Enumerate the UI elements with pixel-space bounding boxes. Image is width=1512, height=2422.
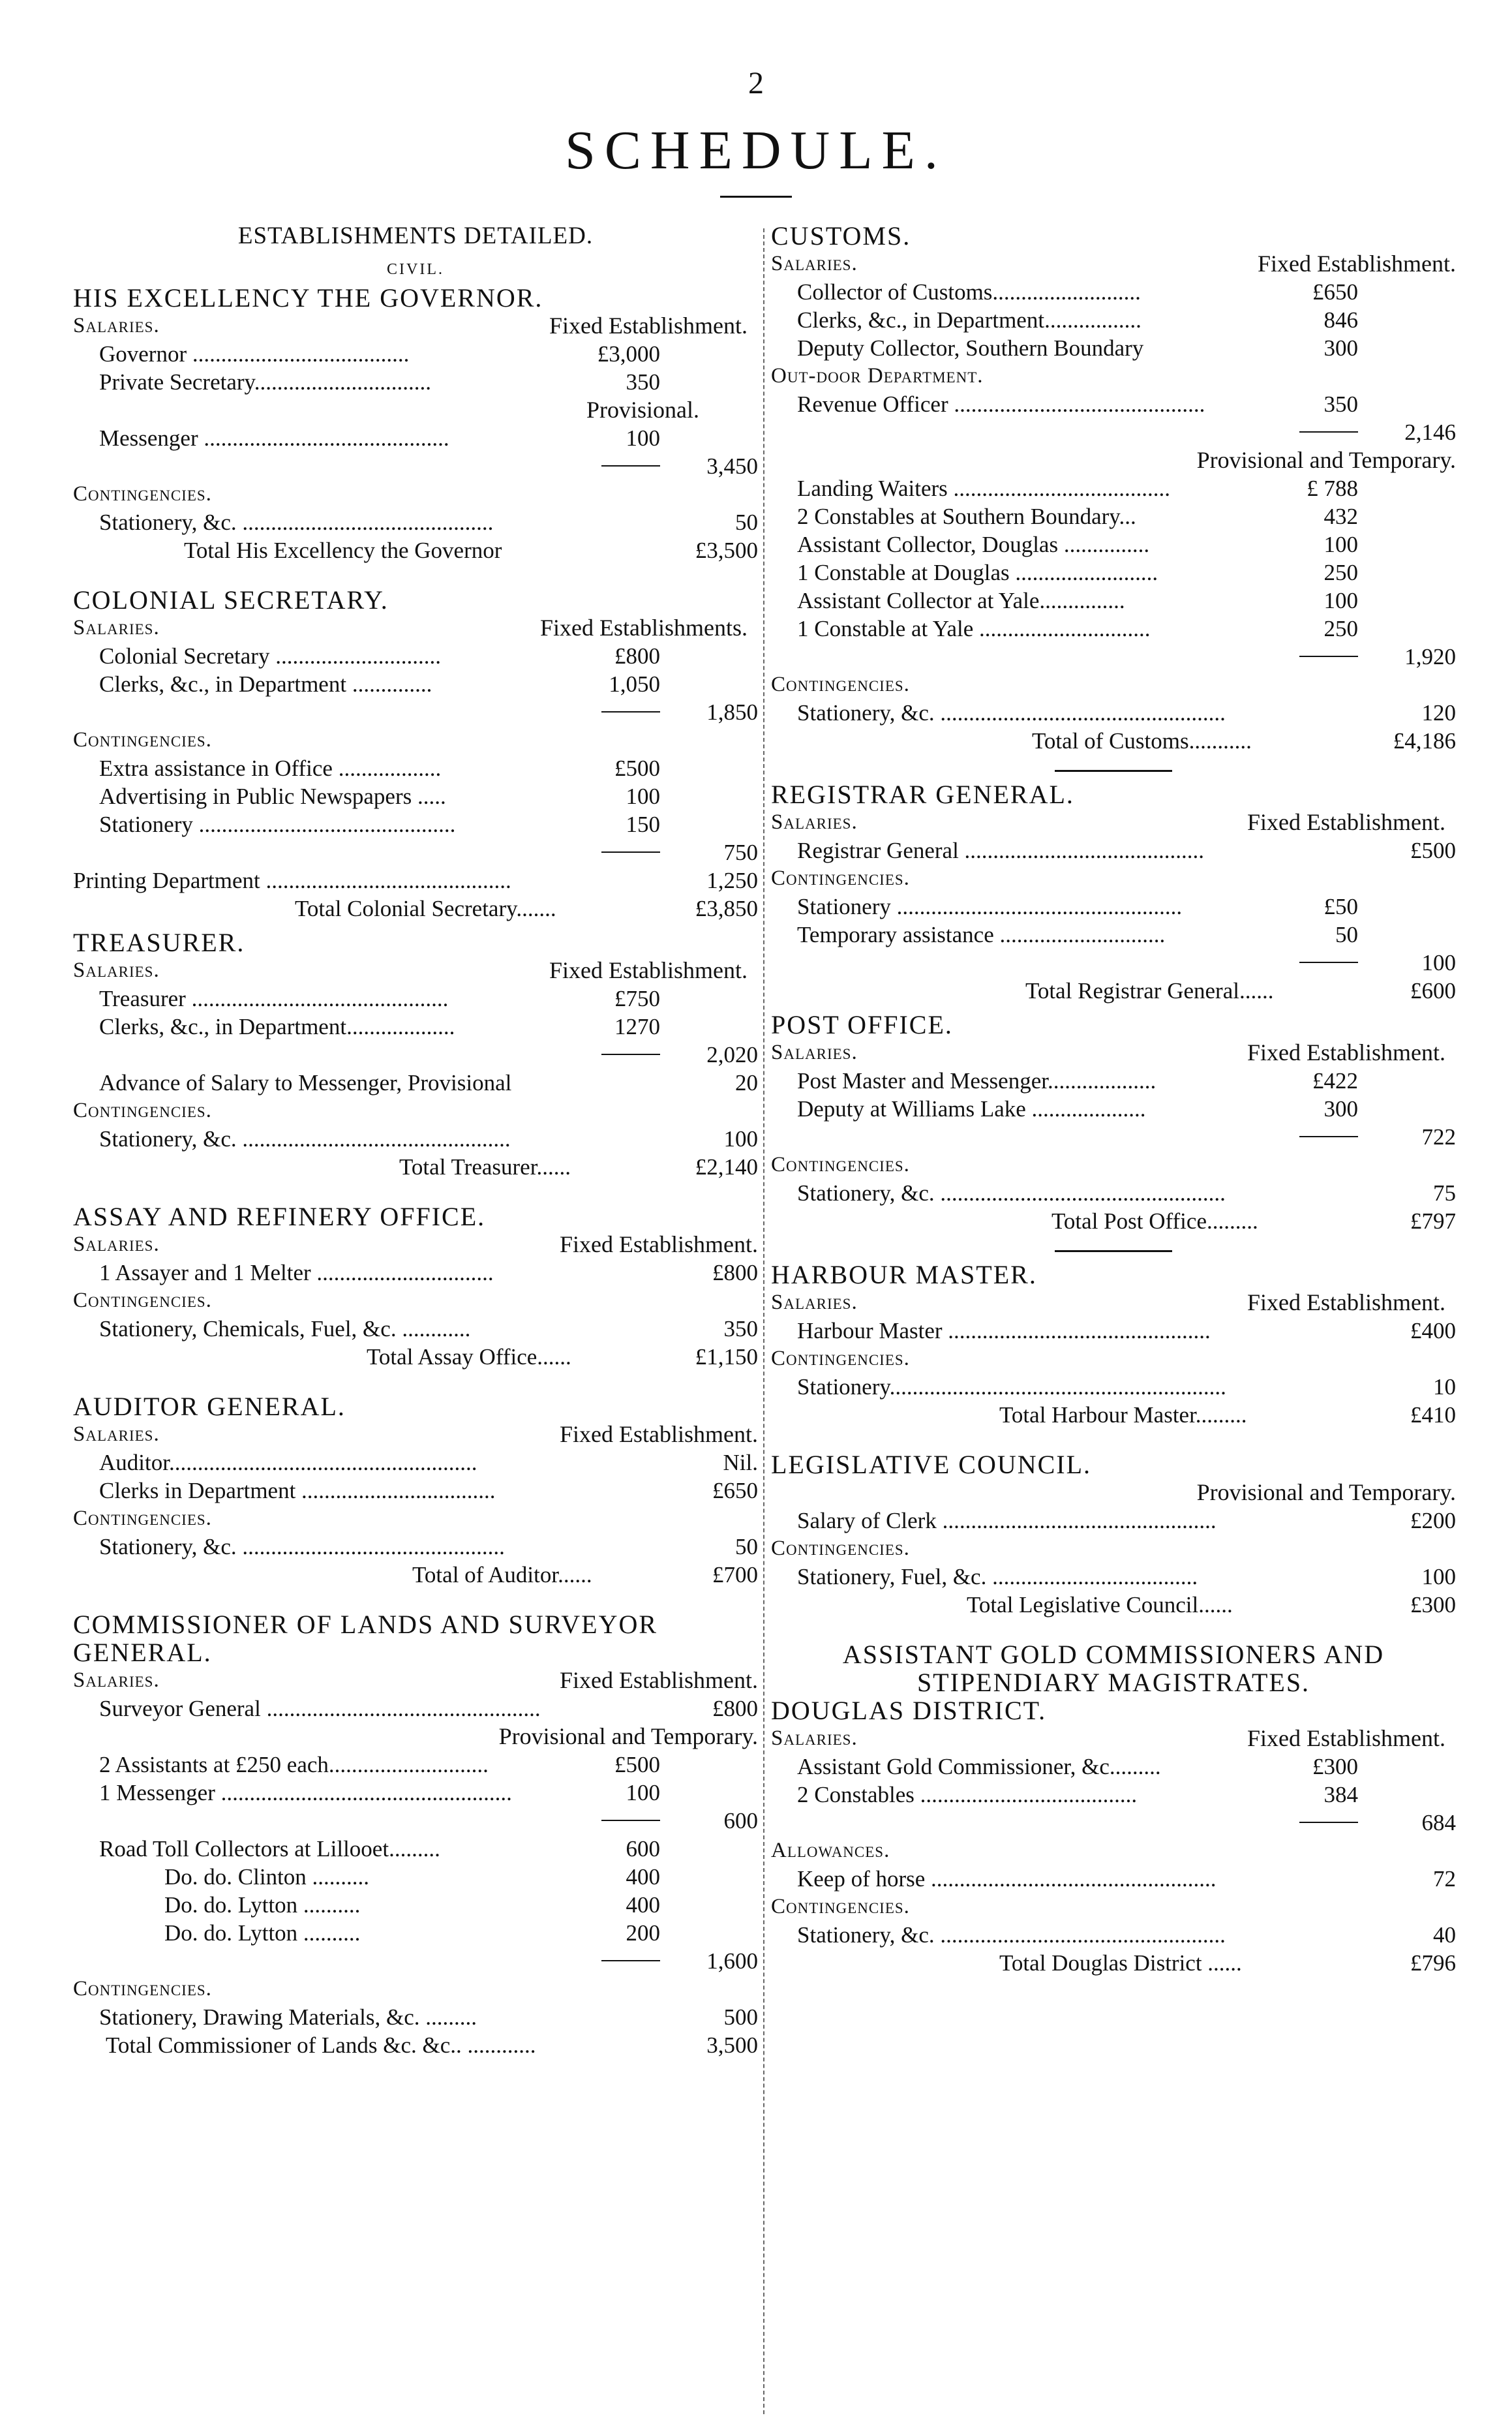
treasurer-row: Treasurer ............................................. £750 — [99, 986, 660, 1011]
lands-stationery-row: Stationery, Drawing Materials, &c. ......... 500 — [99, 2004, 758, 2030]
auditor-contingencies-row: Contingencies. — [73, 1507, 212, 1530]
harbour-contingencies-row: Contingencies. — [771, 1347, 910, 1370]
outdoor-department-row: Out-door Department. — [771, 364, 984, 388]
section-title-harbour-master: HARBOUR MASTER. — [771, 1260, 1037, 1289]
gold-stationery-row: Stationery, &c. .................................................. 40 — [797, 1922, 1456, 1948]
section-title-registrar-general: REGISTRAR GENERAL. — [771, 780, 1074, 809]
keep-of-horse-row: Keep of horse .................................................. 72 — [797, 1866, 1456, 1892]
customs-subtotal-row: 2,146 — [771, 418, 1456, 446]
toll-collectors-lytton-row: Do. do. Lytton .......... 400 — [164, 1892, 660, 1918]
assistants-row: 2 Assistants at £250 each............................ £500 — [99, 1752, 660, 1777]
assistant-collector-douglas-row: Assistant Collector, Douglas ............... 100 — [797, 532, 1358, 557]
section-title-legislative-council: LEGISLATIVE COUNCIL. — [771, 1450, 1092, 1479]
governor-stationery-row: Stationery, &c. ............................................ 50 — [99, 510, 758, 535]
toll-collectors-lytton-row-2: Do. do. Lytton .......... 200 — [164, 1920, 660, 1946]
left-column — [73, 222, 758, 2065]
customs-stationery-row: Stationery, &c. .................................................. 120 — [797, 700, 1456, 726]
post-master-row: Post Master and Messenger................... £422 — [797, 1068, 1358, 1094]
heading-rule — [720, 196, 792, 198]
assay-salaries-row: Salaries. Fixed Establishment. — [73, 1231, 758, 1257]
harbour-master-row: Harbour Master .............................................. £400 — [797, 1318, 1456, 1343]
registrar-salaries-row: Salaries. Fixed Establishment. — [771, 809, 1445, 835]
governor-salaries-row: Salaries. Fixed Establishment. — [73, 313, 748, 339]
private-secretary-row: Private Secretary............................... 350 — [99, 369, 660, 395]
right-column — [771, 222, 1456, 1983]
lands-total-row: Total Commissioner of Lands &c. &c.. ............ 3,500 — [106, 2032, 758, 2058]
post-total-rule — [771, 1241, 1456, 1261]
colonial-clerks-row: Clerks, &c., in Department .............. 1,050 — [99, 671, 660, 697]
governor-row: Governor ...................................... £3,000 — [99, 341, 660, 367]
colonial-contingency-subtotal-row: 750 — [73, 838, 758, 866]
colonial-contingencies-row: Contingencies. — [73, 728, 212, 752]
legislative-contingencies-row: Contingencies. — [771, 1537, 910, 1560]
gold-constables-row: 2 Constables ...................................... 384 — [797, 1782, 1358, 1807]
gold-contingencies-row: Contingencies. — [771, 1895, 910, 1918]
lands-subtotal-row: 600 — [73, 1807, 758, 1835]
lands-messenger-row: 1 Messenger ................................................... 100 — [99, 1780, 660, 1805]
colonial-subtotal-row: 1,850 — [73, 698, 758, 726]
customs-total-row: Total of Customs........... £4,186 — [1032, 728, 1456, 754]
governor-provisional-row: Provisional. — [586, 397, 699, 423]
civil-label: CIVIL. — [387, 261, 444, 278]
treasurer-subtotal-row: 2,020 — [73, 1041, 758, 1069]
gold-commissioner-row: Assistant Gold Commissioner, &c......... £300 — [797, 1754, 1358, 1779]
surveyor-general-row: Surveyor General ................................................ £800 — [99, 1696, 758, 1721]
schedule-heading: SCHEDULE. — [565, 120, 947, 181]
section-title-lands: COMMISSIONER OF LANDS AND SURVEYOR GENERAL. — [73, 1610, 658, 1667]
constable-yale-row: 1 Constable at Yale .............................. 250 — [797, 616, 1358, 641]
deputy-collector-row: Deputy Collector, Southern Boundary 300 — [797, 335, 1358, 361]
customs-clerks-row: Clerks, &c., in Department................. 846 — [797, 307, 1358, 333]
harbour-salaries-row: Salaries. Fixed Establishment. — [771, 1289, 1445, 1315]
treasurer-clerks-row: Clerks, &c., in Department................... 1270 — [99, 1014, 660, 1039]
toll-collectors-clinton-row: Do. do. Clinton .......... 400 — [164, 1864, 660, 1890]
section-title-auditor-general: AUDITOR GENERAL. — [73, 1392, 346, 1421]
governor-contingencies-row: Contingencies. — [73, 482, 212, 506]
legislative-stationery-row: Stationery, Fuel, &c. .................................... 100 — [797, 1564, 1456, 1589]
section-title-assay-office: ASSAY AND REFINERY OFFICE. — [73, 1202, 486, 1231]
gold-allowances-row: Allowances. — [771, 1839, 890, 1862]
customs-contingencies-row: Contingencies. — [771, 673, 910, 696]
assay-contingencies-row: Contingencies. — [73, 1289, 212, 1312]
lands-contingencies-row: Contingencies. — [73, 1977, 212, 2000]
governor-total-row: Total His Excellency the Governor £3,500 — [184, 538, 758, 563]
auditor-salaries-row: Salaries. Fixed Establishment. — [73, 1421, 758, 1447]
governor-subtotal-row: 3,450 — [73, 452, 758, 480]
section-title-governor: HIS EXCELLENCY THE GOVERNOR. — [73, 283, 543, 313]
colonial-secretary-row: Colonial Secretary ............................. £800 — [99, 643, 660, 669]
toll-collectors-lillooet-row: Road Toll Collectors at Lillooet......... 600 — [99, 1836, 660, 1862]
collector-row: Collector of Customs.......................... £650 — [797, 279, 1358, 305]
section-title-post-office: POST OFFICE. — [771, 1010, 953, 1039]
revenue-officer-row: Revenue Officer ............................................ 350 — [797, 391, 1358, 417]
lands-provisional-row: Provisional and Temporary. — [498, 1723, 758, 1749]
clerk-salary-row: Salary of Clerk ................................................ £200 — [797, 1508, 1456, 1533]
registrar-subtotal-row: 100 — [771, 949, 1456, 977]
treasurer-contingencies-row: Contingencies. — [73, 1099, 212, 1122]
post-stationery-row: Stationery, &c. .................................................. 75 — [797, 1180, 1456, 1206]
customs-total-rule — [771, 761, 1456, 780]
registrar-row: Registrar General .......................................... £500 — [797, 838, 1456, 863]
printing-department-row: Printing Department ........................................... 1,250 — [73, 868, 758, 893]
post-salaries-row: Salaries. Fixed Establishment. — [771, 1039, 1445, 1065]
colonial-stationery-row: Stationery ............................................. 150 — [99, 812, 660, 837]
messenger-row: Messenger ........................................... 100 — [99, 425, 660, 451]
auditor-total-row: Total of Auditor...... £700 — [412, 1562, 758, 1587]
temporary-assistance-row: Temporary assistance ............................. 50 — [797, 922, 1358, 947]
southern-constables-row: 2 Constables at Southern Boundary... 432 — [797, 504, 1358, 529]
deputy-williams-lake-row: Deputy at Williams Lake .................... 300 — [797, 1096, 1358, 1122]
extra-assistance-row: Extra assistance in Office .................. £500 — [99, 756, 660, 781]
establishments-title: ESTABLISHMENTS DETAILED. — [237, 222, 594, 249]
landing-waiters-row: Landing Waiters ...................................... £ 788 — [797, 476, 1358, 501]
column-divider — [763, 228, 764, 2414]
registrar-contingencies-row: Contingencies. — [771, 866, 910, 890]
toll-subtotal-row: 1,600 — [73, 1947, 758, 1975]
advance-salary-row: Advance of Salary to Messenger, Provisional 20 — [99, 1070, 758, 1096]
gold-subtotal-row: 684 — [771, 1809, 1456, 1837]
assay-stationery-row: Stationery, Chemicals, Fuel, &c. ............ 350 — [99, 1316, 758, 1341]
post-subtotal-row: 722 — [771, 1123, 1456, 1151]
assay-total-row: Total Assay Office...... £1,150 — [367, 1344, 758, 1370]
section-title-colonial-secretary: COLONIAL SECRETARY. — [73, 585, 389, 615]
colonial-salaries-row: Salaries. Fixed Establishments. — [73, 615, 748, 641]
section-title-customs: CUSTOMS. — [771, 221, 911, 251]
registrar-stationery-row: Stationery .................................................. £50 — [797, 894, 1358, 919]
customs-provisional-subtotal-row: 1,920 — [771, 643, 1456, 671]
auditor-clerks-row: Clerks in Department .................................. £650 — [99, 1478, 758, 1503]
legislative-provisional-row: Provisional and Temporary. — [1196, 1479, 1456, 1505]
treasurer-total-row: Total Treasurer...... £2,140 — [399, 1154, 758, 1180]
assayer-row: 1 Assayer and 1 Melter ............................... £800 — [99, 1260, 758, 1285]
registrar-total-row: Total Registrar General...... £600 — [1025, 978, 1456, 1004]
section-title-treasurer: TREASURER. — [73, 928, 245, 957]
harbour-stationery-row: Stationery........................................................... 10 — [797, 1374, 1456, 1400]
post-contingencies-row: Contingencies. — [771, 1153, 910, 1176]
post-total-row: Total Post Office......... £797 — [1051, 1208, 1456, 1234]
gold-salaries-row: Salaries. Fixed Establishment. — [771, 1725, 1445, 1751]
page-number: 2 — [748, 66, 764, 100]
advertising-row: Advertising in Public Newspapers ..... 100 — [99, 784, 660, 809]
colonial-total-row: Total Colonial Secretary....... £3,850 — [295, 896, 758, 921]
legislative-total-row: Total Legislative Council...... £300 — [967, 1592, 1456, 1617]
auditor-row: Auditor...................................................... Nil. — [99, 1450, 758, 1475]
assistant-collector-yale-row: Assistant Collector at Yale............... 100 — [797, 588, 1358, 613]
lands-salaries-row: Salaries. Fixed Establishment. — [73, 1667, 758, 1693]
douglas-total-row: Total Douglas District ...... £796 — [999, 1950, 1456, 1976]
customs-provisional-row: Provisional and Temporary. — [1196, 447, 1456, 473]
section-title-gold-commissioners: ASSISTANT GOLD COMMISSIONERS AND STIPENDIARY MAGISTRATES. — [842, 1640, 1385, 1697]
treasurer-salaries-row: Salaries. Fixed Establishment. — [73, 957, 748, 983]
constable-douglas-row: 1 Constable at Douglas ......................... 250 — [797, 560, 1358, 585]
douglas-district-title: DOUGLAS DISTRICT. — [771, 1696, 1047, 1725]
harbour-total-row: Total Harbour Master......... £410 — [999, 1402, 1456, 1428]
customs-salaries-row: Salaries. Fixed Establishment. — [771, 251, 1456, 277]
treasurer-stationery-row: Stationery, &c. ............................................... 100 — [99, 1126, 758, 1152]
auditor-stationery-row: Stationery, &c. .............................................. 50 — [99, 1534, 758, 1559]
